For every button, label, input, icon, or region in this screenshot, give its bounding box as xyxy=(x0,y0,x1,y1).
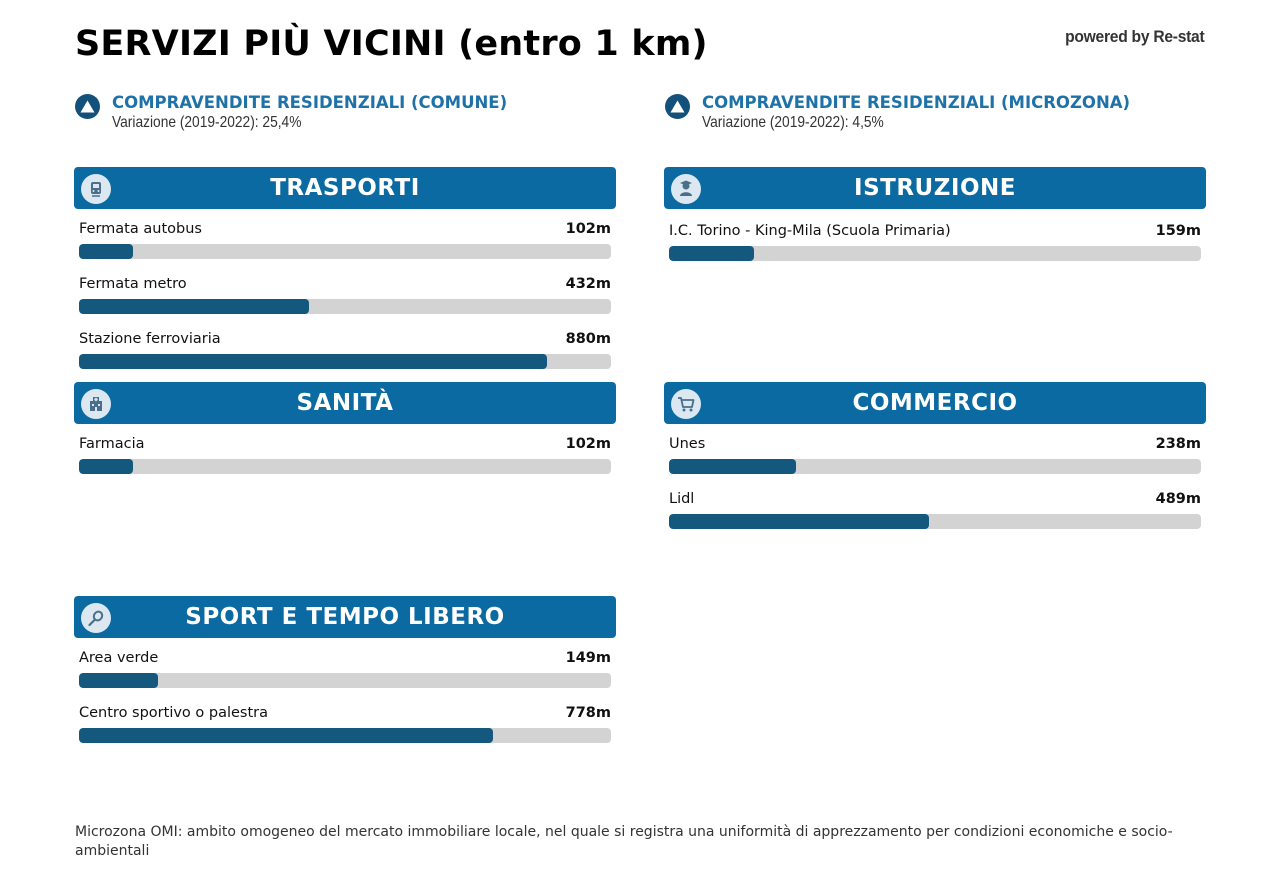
list-item xyxy=(79,638,611,693)
distance-bar xyxy=(669,459,1201,474)
section-header xyxy=(74,382,616,424)
item-name: Area verde xyxy=(79,650,159,666)
item-name: I.C. Torino - King-Mila (Scuola Primaria) xyxy=(669,223,951,239)
list-item xyxy=(79,264,611,319)
stat-variation: Variazione (2019-2022): 25,4% xyxy=(112,114,302,131)
item-distance: 432m xyxy=(565,276,611,292)
distance-bar xyxy=(79,459,611,474)
item-name: Farmacia xyxy=(79,436,145,452)
distance-bar xyxy=(79,299,611,314)
list-item xyxy=(79,424,611,479)
stat-label: COMPRAVENDITE RESIDENZIALI (MICROZONA) xyxy=(702,93,1131,112)
item-distance: 880m xyxy=(565,331,611,347)
list-item xyxy=(79,209,611,264)
item-name: Lidl xyxy=(669,491,695,507)
section-title: ISTRUZIONE xyxy=(854,175,1016,201)
item-distance: 778m xyxy=(565,705,611,721)
distance-bar xyxy=(669,514,1201,529)
powered-by-logo: powered by Re-stat xyxy=(1064,27,1204,46)
section-trasporti xyxy=(74,167,616,374)
distance-bar xyxy=(79,244,611,259)
page-title: SERVIZI PIÙ VICINI (entro 1 km) xyxy=(75,24,708,64)
distance-bar-fill xyxy=(669,459,796,474)
list-item xyxy=(669,424,1201,479)
item-distance: 102m xyxy=(565,436,611,452)
distance-bar-fill xyxy=(79,673,158,688)
distance-bar-fill xyxy=(79,299,309,314)
item-distance: 238m xyxy=(1155,436,1201,452)
section-title: SANITÀ xyxy=(296,390,394,416)
item-name: Unes xyxy=(669,436,706,452)
distance-bar xyxy=(79,728,611,743)
distance-bar-fill xyxy=(669,246,754,261)
distance-bar xyxy=(669,246,1201,261)
item-name: Centro sportivo o palestra xyxy=(79,705,269,721)
section-header xyxy=(74,596,616,638)
item-distance: 489m xyxy=(1155,491,1201,507)
item-distance: 159m xyxy=(1155,223,1201,239)
section-istruzione xyxy=(664,167,1206,266)
list-item xyxy=(669,211,1201,266)
distance-bar xyxy=(79,673,611,688)
section-title: SPORT E TEMPO LIBERO xyxy=(185,604,505,630)
triangle-up-icon xyxy=(75,94,100,119)
footnote: Microzona OMI: ambito omogeneo del mercato immobiliare locale, nel quale si registra una uniformità di apprezzamento per condizioni economiche e socio-ambientali xyxy=(75,824,1173,859)
distance-bar-fill xyxy=(669,514,929,529)
distance-bar-fill xyxy=(79,354,547,369)
distance-bar xyxy=(79,354,611,369)
item-name: Stazione ferroviaria xyxy=(79,331,221,347)
section-commercio xyxy=(664,382,1206,534)
distance-bar-fill xyxy=(79,244,133,259)
item-name: Fermata metro xyxy=(79,276,187,292)
stat-variation: Variazione (2019-2022): 4,5% xyxy=(702,114,884,131)
item-distance: 102m xyxy=(565,221,611,237)
list-item xyxy=(79,319,611,374)
section-title: TRASPORTI xyxy=(270,175,420,201)
section-sanita xyxy=(74,382,616,479)
stat-label: COMPRAVENDITE RESIDENZIALI (COMUNE) xyxy=(112,93,508,112)
section-header xyxy=(664,382,1206,424)
section-title: COMMERCIO xyxy=(852,390,1018,416)
item-name: Fermata autobus xyxy=(79,221,202,237)
section-header xyxy=(664,167,1206,209)
triangle-up-icon xyxy=(665,94,690,119)
section-header xyxy=(74,167,616,209)
section-sport xyxy=(74,596,616,748)
list-item xyxy=(79,693,611,748)
list-item xyxy=(669,479,1201,534)
distance-bar-fill xyxy=(79,459,133,474)
distance-bar-fill xyxy=(79,728,493,743)
item-distance: 149m xyxy=(565,650,611,666)
